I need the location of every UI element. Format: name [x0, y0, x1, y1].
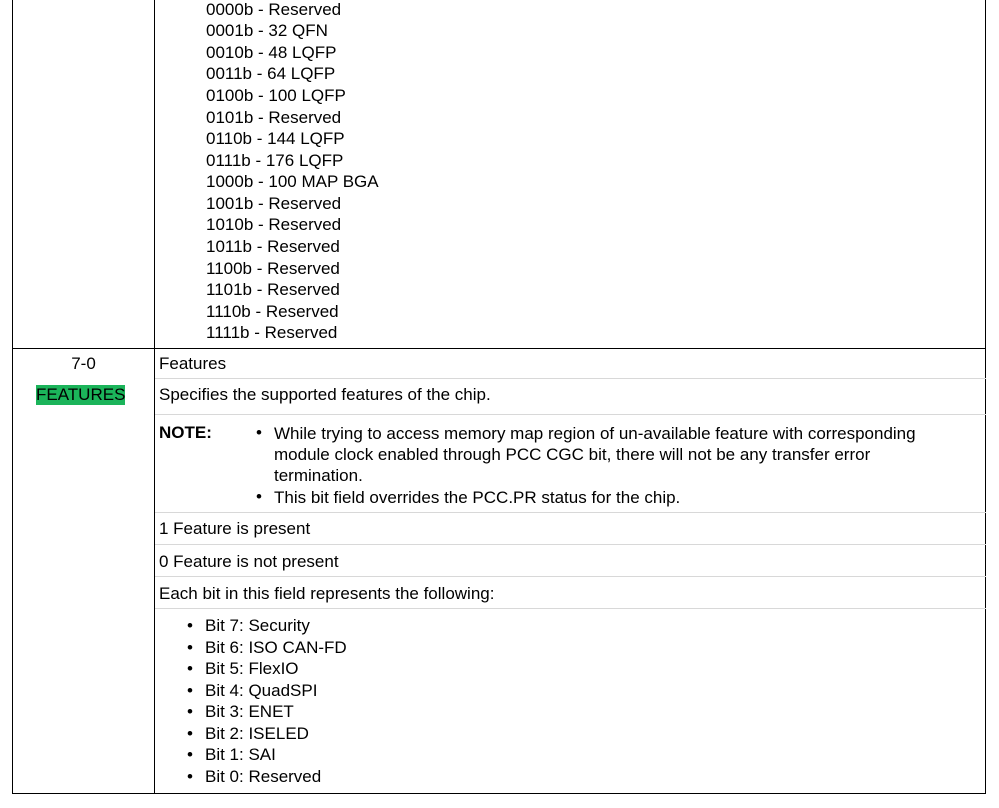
feature-bit-item: Bit 7: Security [205, 616, 310, 635]
section-separator [155, 512, 986, 513]
encoding-item: 1011b - Reserved [206, 237, 340, 256]
field-name: FEATURES [36, 385, 126, 404]
encoding-item: 0001b - 32 QFN [206, 21, 328, 40]
bullet-glyph: • [187, 702, 193, 721]
feature-bit-item: Bit 6: ISO CAN-FD [205, 638, 347, 657]
note-text: This bit field overrides the PCC.PR status for the chip. [274, 488, 681, 507]
field-title: Features [159, 354, 227, 373]
encoding-item: 0010b - 48 LQFP [206, 43, 337, 62]
section-separator [155, 414, 986, 415]
column-divider [154, 0, 155, 794]
feature-bit-item: Bit 2: ISELED [205, 724, 309, 743]
section-separator [155, 576, 986, 577]
encoding-item: 0101b - Reserved [206, 108, 342, 127]
encoding-item: 0110b - 144 LQFP [206, 129, 345, 148]
feature-bit-item: Bit 1: SAI [205, 745, 276, 764]
feature-bit-item: Bit 0: Reserved [205, 767, 322, 786]
encoding-item: 1101b - Reserved [206, 280, 340, 299]
feature-bit-item: Bit 4: QuadSPI [205, 681, 318, 700]
bullet-glyph: • [187, 745, 193, 764]
encoding-item: 0011b - 64 LQFP [206, 64, 336, 83]
encoding-item: 1100b - Reserved [206, 259, 340, 278]
section-separator [155, 608, 986, 609]
bullet-glyph: • [187, 659, 193, 678]
note-label: NOTE: [159, 423, 212, 442]
bullet-glyph: • [256, 487, 262, 506]
value-absent: 0 Feature is not present [159, 552, 339, 571]
encoding-item: 0100b - 100 LQFP [206, 86, 346, 105]
bullet-glyph: • [187, 616, 193, 635]
encoding-item: 1001b - Reserved [206, 194, 342, 213]
bullet-glyph: • [187, 638, 193, 657]
field-description: Specifies the supported features of the chip. [159, 385, 491, 404]
value-present: 1 Feature is present [159, 519, 311, 538]
feature-bit-item: Bit 5: FlexIO [205, 659, 299, 678]
section-separator [155, 544, 986, 545]
row-divider [12, 348, 986, 349]
feature-bit-item: Bit 3: ENET [205, 702, 294, 721]
bits-intro: Each bit in this field represents the following: [159, 584, 495, 603]
encoding-item: 0111b - 176 LQFP [206, 151, 344, 170]
bullet-glyph: • [187, 681, 193, 700]
bullet-glyph: • [187, 724, 193, 743]
bullet-glyph: • [187, 767, 193, 786]
encoding-item: 1000b - 100 MAP BGA [206, 172, 379, 191]
encoding-item: 0000b - Reserved [206, 0, 342, 19]
bit-range: 7-0 [71, 354, 96, 373]
note-text: While trying to access memory map region of un-available feature with corresponding module clock enabled through PCC CGC bit, there will not be any transfer error termination. [274, 424, 916, 485]
encoding-item: 1111b - Reserved [206, 323, 338, 342]
section-separator [155, 378, 986, 379]
encoding-item: 1010b - Reserved [206, 215, 342, 234]
bullet-glyph: • [256, 423, 262, 442]
encoding-item: 1110b - Reserved [206, 302, 339, 321]
